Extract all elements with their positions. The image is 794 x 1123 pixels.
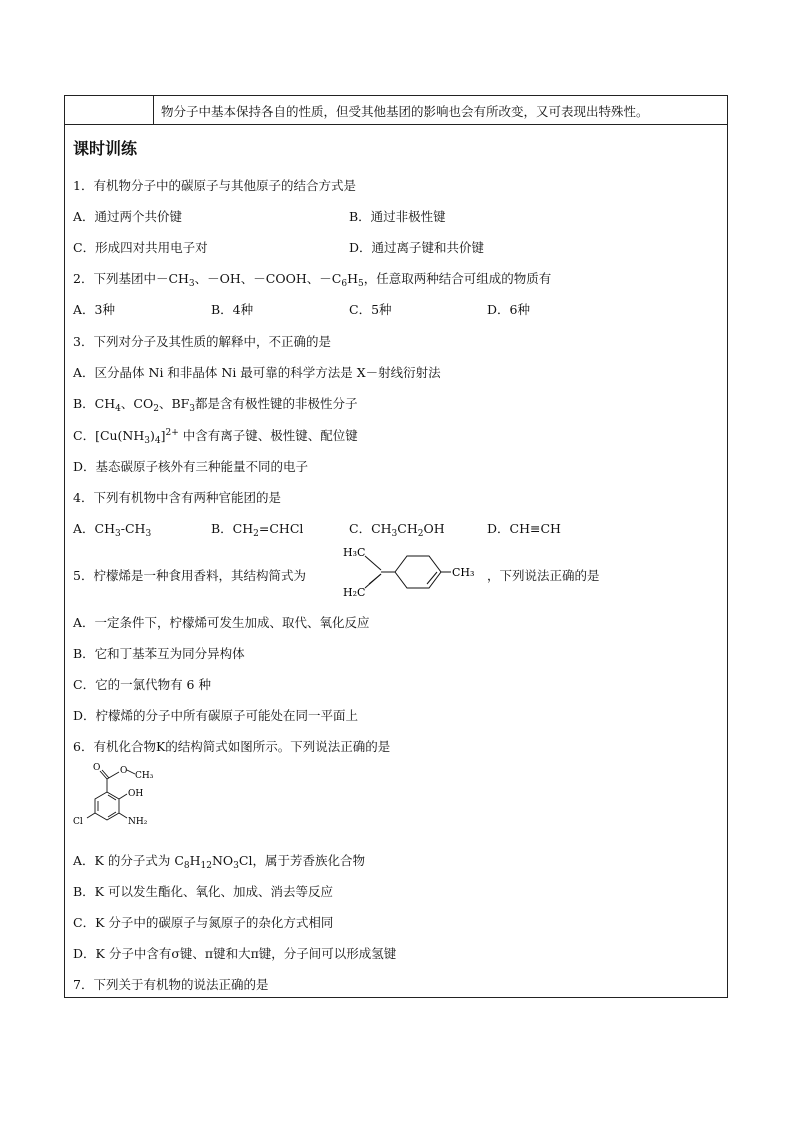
q6-stem: 6．有机化合物K的结构简式如图所示。下列说法正确的是 — [73, 739, 391, 754]
q5-option-b: B．它和丁基苯互为同分异构体 — [73, 646, 245, 661]
q6-option-b: B．K 可以发生酯化、氧化、加成、消去等反应 — [73, 884, 333, 899]
q5-stem: 5．柠檬烯是一种食用香料，其结构简式为 — [73, 568, 306, 583]
compound-k-o-label: O — [93, 763, 101, 773]
q4-option-b: B．$CH_2=CHCl$ — [211, 521, 304, 539]
table-left-cell — [65, 96, 154, 124]
q5-option-d: D．柠檬烯的分子中所有碳原子可能处在同一平面上 — [73, 708, 359, 723]
q3-stem: 3．下列对分子及其性质的解释中，不正确的是 — [73, 334, 331, 349]
compound-k-ester-o-label: O — [120, 766, 128, 776]
q3-option-d: D．基态碳原子核外有三种能量不同的电子 — [73, 459, 309, 474]
q2-option-a: A．3种 — [73, 302, 115, 317]
worksheet-frame — [64, 95, 728, 998]
q3-option-b: B．$CH_4$、$CO_2$、$BF_3$都是含有极性键的非极性分子 — [73, 396, 358, 414]
q6-option-c: C．K 分子中的碳原子与氮原子的杂化方式相同 — [73, 915, 334, 930]
compound-k-nh2-label: NH₂ — [128, 817, 148, 827]
top-row-text: 物分子中基本保持各自的性质，但受其他基团的影响也会有所改变，又可表现出特殊性。 — [161, 104, 649, 119]
q1-option-b: B．通过非极性键 — [349, 209, 446, 224]
q4-option-d: D．CH≡CH — [487, 521, 561, 536]
table-top-row — [65, 96, 727, 125]
q7-stem: 7．下列关于有机物的说法正确的是 — [73, 977, 269, 992]
q1-stem: 1．有机物分子中的碳原子与其他原子的结合方式是 — [73, 178, 356, 193]
q2-option-b: B．4种 — [211, 302, 254, 317]
q4-option-c: C．$CH_3CH_2OH$ — [349, 521, 445, 539]
q2-stem: 2．下列基团中$-CH_3$、－OH、－COOH、$-C_6H_5$，任意取两种结合可组成的物质有 — [73, 271, 552, 289]
q5-option-c: C．它的一氯代物有 6 种 — [73, 677, 211, 692]
q5-stem-tail: ，下列说法正确的是 — [487, 568, 600, 583]
q1-option-d: D．通过离子键和共价键 — [349, 240, 485, 255]
q1-option-a: A．通过两个共价键 — [73, 209, 183, 224]
q3-option-c: C．$[Cu(NH_3)_4]^{2+}$ 中含有离子键、极性键、配位键 — [73, 428, 358, 446]
compound-k-cl-label: Cl — [73, 817, 83, 827]
limonene-ch3-label: CH₃ — [452, 566, 475, 579]
q6-option-a: A．K 的分子式为 $C_8H_{12}NO_3Cl$，属于芳香族化合物 — [73, 853, 365, 871]
compound-k-ch3-label: CH₃ — [135, 771, 154, 781]
q3-option-a: A．区分晶体 Ni 和非晶体 Ni 最可靠的科学方法是 X－射线衍射法 — [73, 365, 441, 380]
q2-option-c: C．5种 — [349, 302, 392, 317]
q4-stem: 4．下列有机物中含有两种官能团的是 — [73, 490, 281, 505]
q1-option-c: C．形成四对共用电子对 — [73, 240, 208, 255]
section-title: 课时训练 — [73, 139, 138, 158]
compound-k-oh-label: OH — [128, 789, 144, 799]
q2-option-d: D．6种 — [487, 302, 530, 317]
q4-option-a: A．$CH_3-CH_3$ — [73, 521, 152, 539]
q5-option-a: A．一定条件下，柠檬烯可发生加成、取代、氧化反应 — [73, 615, 370, 630]
limonene-structure — [337, 542, 485, 602]
limonene-h2c-label: H₂C — [343, 586, 366, 599]
q6-option-d: D．K 分子中含有σ键、π键和大π键，分子间可以形成氢键 — [73, 946, 397, 961]
limonene-h3c-label: H₃C — [343, 546, 366, 559]
compound-k-structure — [67, 758, 177, 838]
